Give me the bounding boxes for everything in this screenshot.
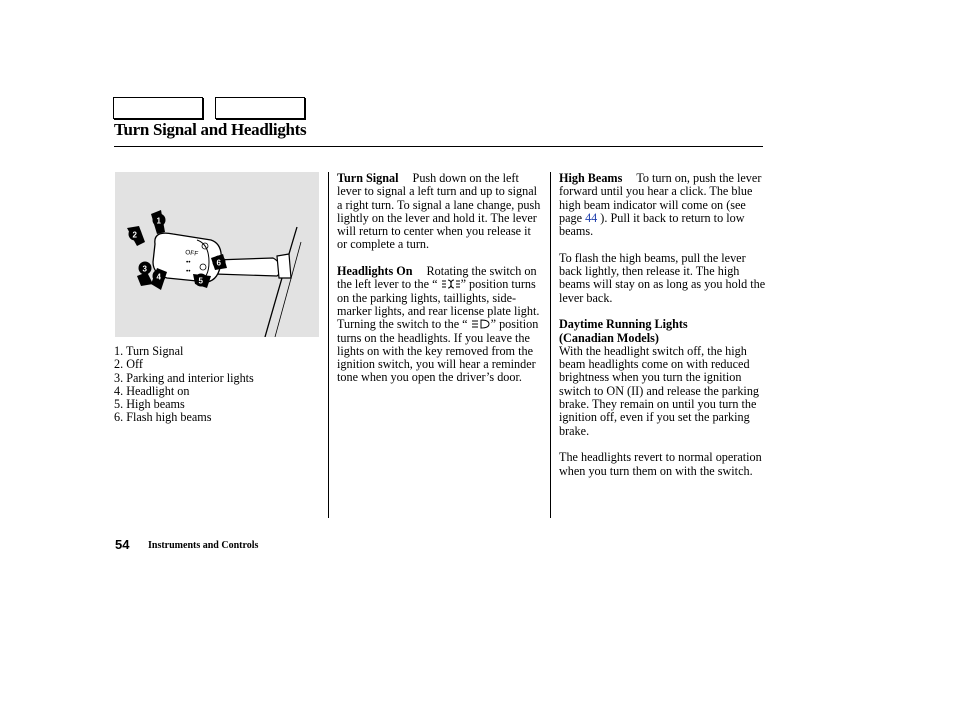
middle-column	[337, 172, 542, 398]
turn-signal-lead: Push down on the	[412, 171, 500, 185]
nav-next-button[interactable]	[215, 97, 305, 119]
high-beams-body-2: ). Pull it back to return to low beams.	[559, 210, 745, 239]
legend-item: 1. Turn Signal	[114, 344, 184, 358]
arrow-number: 3	[142, 264, 147, 274]
high-beams-lead: To turn on, push	[636, 171, 717, 185]
headlights-on-heading: Headlights On	[337, 264, 413, 279]
right-column	[559, 172, 767, 491]
headlights-on-body-1: switch on the left lever to the	[337, 264, 537, 292]
high-beams-paragraph	[559, 172, 767, 238]
page-number: 54	[115, 537, 130, 552]
page-reference-link[interactable]: 44	[585, 210, 598, 225]
arrow-number: 2	[132, 230, 137, 240]
legend-item: 2. Off	[114, 357, 143, 372]
legend-item: 6. Flash high beams	[114, 410, 212, 425]
parking-lights-icon	[441, 279, 461, 289]
headlights-on-body-2: ” position turns on the headlights. If you leave the lights on with the key removed from the ignition switch, you will hear a reminder tone when you open the driver’s door.	[337, 317, 539, 385]
nav-prev-button[interactable]	[113, 97, 203, 119]
drl-paragraph	[559, 318, 767, 438]
headlights-on-mid: ” position turns on the parking lights, taillights, side-marker lights, and rear license plate light. Turning the switch to the “	[337, 277, 540, 332]
arrow-off	[127, 226, 145, 246]
lever-diagram	[115, 172, 319, 337]
legend-item: 3. Parking and interior lights	[114, 370, 254, 385]
section-name: Instruments and Controls	[148, 540, 259, 551]
arrow-number: 5	[198, 276, 203, 286]
arrow-number: 1	[156, 216, 161, 226]
steering-column-arc	[265, 227, 297, 337]
high-beams-heading: High Beams	[559, 171, 623, 185]
arrow-parking-lights	[137, 262, 153, 287]
arrow-number: 6	[216, 258, 221, 268]
arrow-number: 4	[156, 272, 161, 282]
high-beams-body-1: the lever forward until you hear a click. The blue high beam indicator will come on (see page	[559, 171, 762, 225]
flash-high-beams-paragraph: To flash the high beams, pull the lever back lightly, then release it. The high beams will stay on as long as you hold the lever back.	[559, 250, 766, 305]
lever-label-off: OFF	[184, 249, 199, 258]
arrow-turn-signal	[151, 210, 166, 234]
title-rule	[114, 146, 763, 147]
arrow-headlight-on	[151, 268, 167, 290]
turn-signal-paragraph	[337, 172, 542, 252]
lever-label-parking: ••	[186, 259, 191, 266]
headlights-on-paragraph	[337, 265, 542, 385]
legend-item: 4. Headlight on	[114, 383, 190, 398]
column-divider	[328, 172, 329, 518]
column-divider	[550, 172, 551, 518]
turn-signal-heading: Turn Signal	[337, 171, 399, 185]
drl-subheading: (Canadian Models)	[559, 330, 659, 345]
headlight-icon	[471, 319, 491, 329]
lever-collar	[277, 254, 291, 278]
lever-illustration	[115, 172, 319, 337]
revert-paragraph: The headlights revert to normal operation when you turn them on with the switch.	[559, 450, 762, 478]
lever-label-headlight: ••	[186, 268, 191, 275]
open-quote: “	[432, 277, 438, 292]
drl-heading: Daytime Running Lights	[559, 317, 688, 332]
legend-item: 5. High beams	[114, 397, 185, 412]
turn-signal-body: left lever to signal a left turn and up to signal a right turn. To signal a lane change, push lightly on the lever and hold it. The lever will return to center when you release it or complete a turn.	[337, 171, 541, 252]
page-title: Turn Signal and Headlights	[114, 120, 307, 139]
drl-body: With the headlight switch off, the high beam headlights come on with reduced brightness when you turn the ignition switch to ON (II) and release the parking brake. They remain on until you turn the ignition off, even if you set the parking brake.	[559, 343, 760, 438]
headlights-on-lead: Rotating the	[426, 264, 487, 279]
figure-legend	[114, 345, 254, 425]
